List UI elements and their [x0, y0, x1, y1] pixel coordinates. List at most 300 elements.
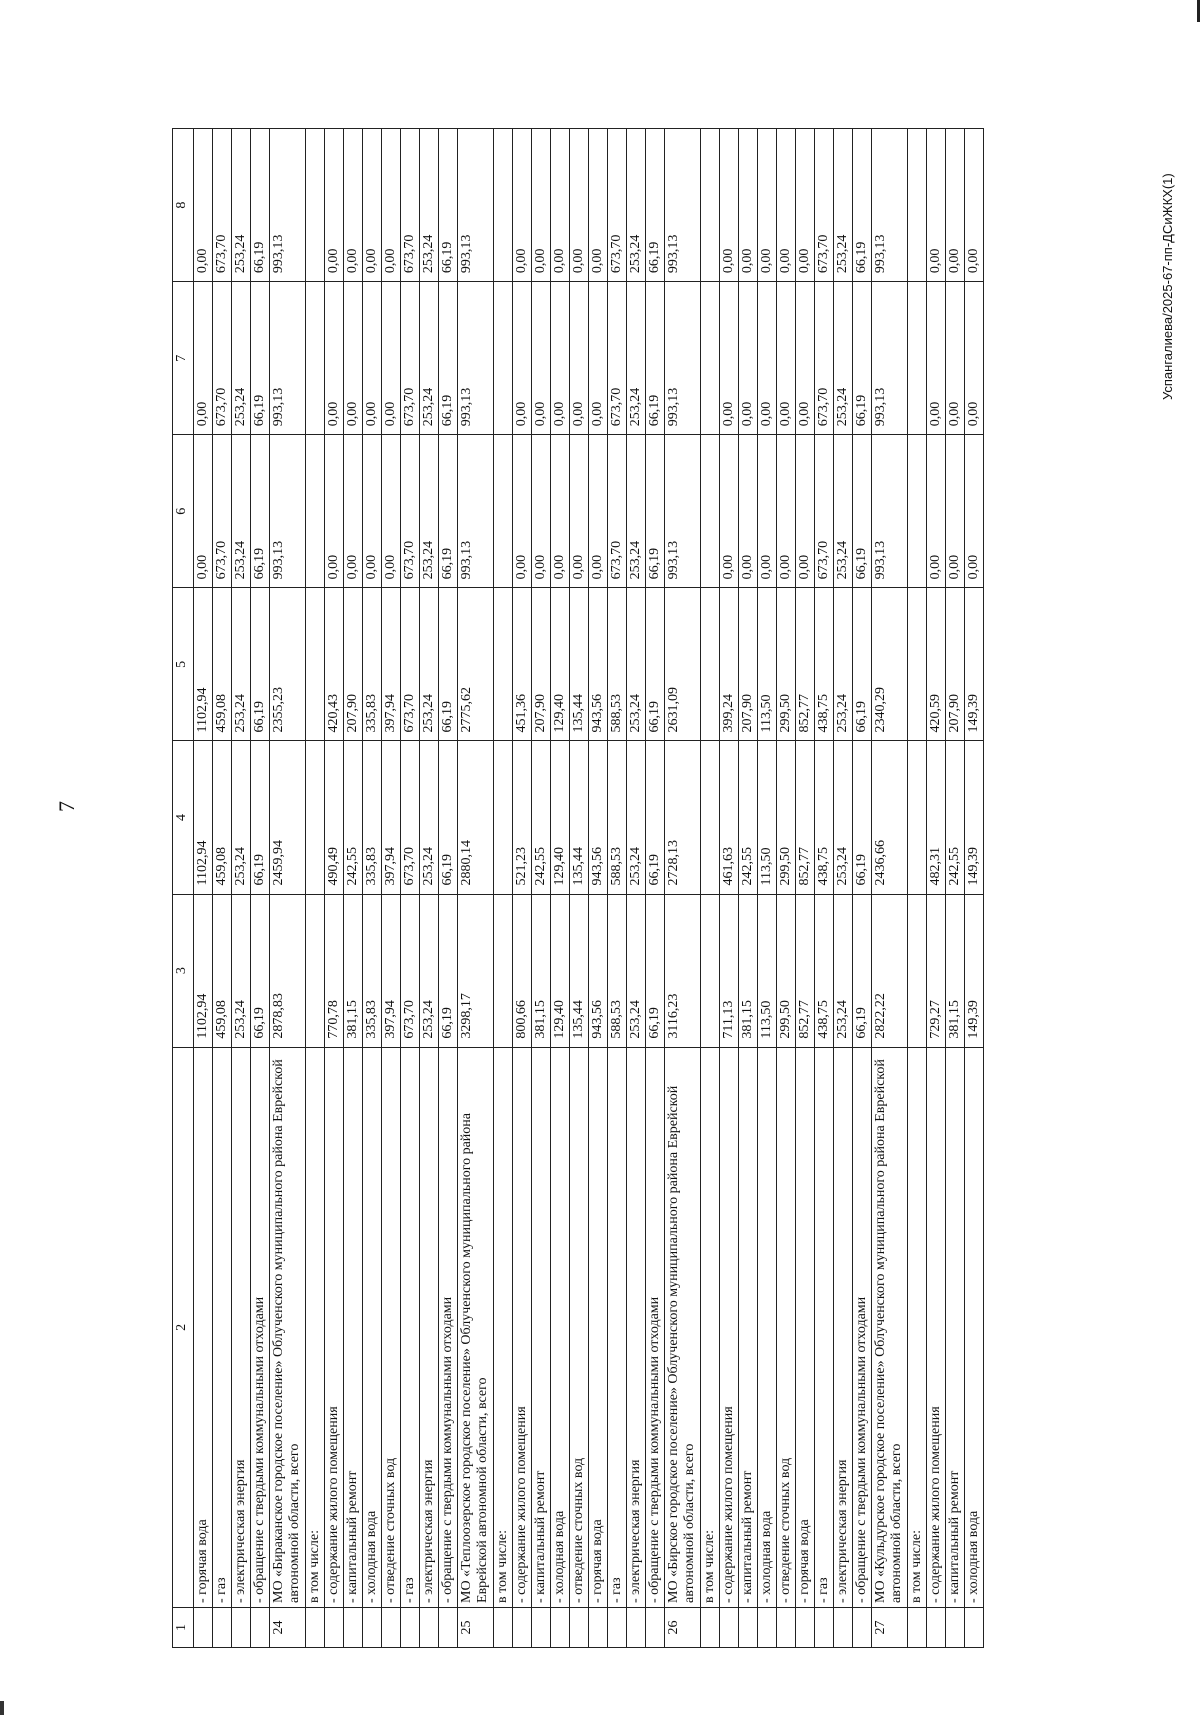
table-row	[815, 129, 834, 1648]
table-row	[589, 129, 608, 1648]
row-label-cell: в том числе:	[494, 1047, 513, 1607]
value-cell	[494, 129, 513, 282]
row-number-cell	[946, 1607, 965, 1647]
value-cell: 943,56	[589, 588, 608, 741]
value-cell: 2459,94	[270, 741, 306, 894]
value-cell: 0,00	[532, 129, 551, 282]
value-cell: 299,50	[777, 894, 796, 1047]
row-number-cell	[570, 1607, 589, 1647]
value-cell: 135,44	[570, 894, 589, 1047]
row-number-cell	[401, 1607, 420, 1647]
value-cell: 770,78	[325, 894, 344, 1047]
row-number-cell	[589, 1607, 608, 1647]
value-cell: 0,00	[758, 435, 777, 588]
table-row	[927, 129, 946, 1648]
table-row	[627, 129, 646, 1648]
value-cell	[701, 282, 720, 435]
value-cell: 0,00	[344, 129, 363, 282]
value-cell: 66,19	[439, 894, 458, 1047]
value-cell: 381,15	[344, 894, 363, 1047]
row-number-cell	[382, 1607, 401, 1647]
row-label-cell: - горячая вода	[589, 1047, 608, 1607]
table-row	[665, 129, 701, 1648]
value-cell: 673,70	[401, 282, 420, 435]
value-cell: 129,40	[551, 588, 570, 741]
value-cell: 0,00	[325, 129, 344, 282]
value-cell: 673,70	[608, 129, 627, 282]
row-number-cell	[777, 1607, 796, 1647]
table-row	[213, 129, 232, 1648]
row-label-cell: - газ	[213, 1047, 232, 1607]
table-row	[646, 129, 665, 1648]
row-number-cell	[701, 1607, 720, 1647]
row-label-cell: - обращение с твердыми коммунальными отходами	[646, 1047, 665, 1607]
value-cell: 0,00	[532, 435, 551, 588]
row-number-cell	[720, 1607, 739, 1647]
row-label-cell: - холодная вода	[965, 1047, 984, 1607]
value-cell: 0,00	[796, 129, 815, 282]
value-cell: 66,19	[439, 282, 458, 435]
value-cell: 66,19	[251, 282, 270, 435]
value-cell: 673,70	[401, 894, 420, 1047]
value-cell: 0,00	[739, 282, 758, 435]
value-cell: 0,00	[363, 282, 382, 435]
value-cell: 207,90	[739, 588, 758, 741]
row-label-cell: - обращение с твердыми коммунальными отходами	[439, 1047, 458, 1607]
value-cell: 0,00	[513, 282, 532, 435]
table-row	[306, 129, 325, 1648]
value-cell	[908, 741, 927, 894]
table-row	[739, 129, 758, 1648]
row-label-cell: - отведение сточных вод	[570, 1047, 589, 1607]
table-row	[872, 129, 908, 1648]
table-row	[551, 129, 570, 1648]
value-cell: 420,59	[927, 588, 946, 741]
table-row	[758, 129, 777, 1648]
value-cell	[494, 741, 513, 894]
value-cell: 242,55	[532, 741, 551, 894]
value-cell: 66,19	[251, 435, 270, 588]
table-row	[965, 129, 984, 1648]
value-cell: 149,39	[965, 741, 984, 894]
value-cell: 129,40	[551, 741, 570, 894]
value-cell: 0,00	[927, 282, 946, 435]
value-cell: 253,24	[232, 741, 251, 894]
row-label-cell: в том числе:	[701, 1047, 720, 1607]
row-label-cell: - обращение с твердыми коммунальными отходами	[251, 1047, 270, 1607]
value-cell: 381,15	[739, 894, 758, 1047]
value-cell: 207,90	[532, 588, 551, 741]
row-number-cell	[439, 1607, 458, 1647]
row-label-cell: - холодная вода	[551, 1047, 570, 1607]
table-row	[570, 129, 589, 1648]
table-row	[194, 129, 213, 1648]
value-cell: 438,75	[815, 894, 834, 1047]
value-cell: 242,55	[946, 741, 965, 894]
value-cell: 673,70	[815, 435, 834, 588]
value-cell	[908, 894, 927, 1047]
value-cell: 993,13	[665, 282, 701, 435]
value-cell: 0,00	[927, 129, 946, 282]
value-cell	[306, 741, 325, 894]
table-row	[796, 129, 815, 1648]
value-cell: 993,13	[872, 282, 908, 435]
value-cell: 0,00	[946, 435, 965, 588]
value-cell	[494, 435, 513, 588]
row-number-cell: 27	[872, 1607, 908, 1647]
value-cell	[306, 435, 325, 588]
row-number-cell	[965, 1607, 984, 1647]
value-cell: 943,56	[589, 894, 608, 1047]
value-cell: 0,00	[758, 129, 777, 282]
value-cell: 253,24	[420, 282, 439, 435]
value-cell: 253,24	[420, 588, 439, 741]
value-cell: 66,19	[646, 741, 665, 894]
row-number-cell	[532, 1607, 551, 1647]
value-cell: 0,00	[946, 282, 965, 435]
value-cell: 253,24	[627, 435, 646, 588]
row-number-cell	[646, 1607, 665, 1647]
value-cell	[908, 435, 927, 588]
value-cell: 1102,94	[194, 894, 213, 1047]
value-cell: 2775,62	[458, 588, 494, 741]
header-row	[173, 129, 194, 1648]
row-label-cell: - электрическая энергия	[420, 1047, 439, 1607]
row-label-cell: - горячая вода	[796, 1047, 815, 1607]
value-cell: 2822,22	[872, 894, 908, 1047]
row-number-cell	[758, 1607, 777, 1647]
value-cell: 66,19	[646, 129, 665, 282]
row-number-cell: 24	[270, 1607, 306, 1647]
value-cell: 588,53	[608, 588, 627, 741]
row-label-cell: - электрическая энергия	[232, 1047, 251, 1607]
value-cell: 0,00	[325, 282, 344, 435]
value-cell: 113,50	[758, 588, 777, 741]
value-cell: 993,13	[872, 435, 908, 588]
value-cell: 0,00	[344, 435, 363, 588]
value-cell: 397,94	[382, 741, 401, 894]
value-cell: 0,00	[194, 435, 213, 588]
row-label-cell: - отведение сточных вод	[777, 1047, 796, 1607]
row-number-cell	[908, 1607, 927, 1647]
row-number-cell	[363, 1607, 382, 1647]
row-label-cell: МО «Бираканское городское поселение» Облученского муниципального района Еврейской автономной области, всего	[270, 1047, 306, 1607]
table-row	[720, 129, 739, 1648]
document-footer-code: Успангалиева/2025-67-пп-ДСиЖКХ(1)	[1160, 173, 1175, 400]
row-number-cell	[796, 1607, 815, 1647]
value-cell	[908, 129, 927, 282]
row-label-cell: - капитальный ремонт	[739, 1047, 758, 1607]
tariff-table-container	[172, 128, 1072, 1648]
value-cell: 253,24	[627, 129, 646, 282]
value-cell: 482,31	[927, 741, 946, 894]
row-number-cell	[420, 1607, 439, 1647]
value-cell: 459,08	[213, 741, 232, 894]
row-number-cell	[325, 1607, 344, 1647]
row-label-cell: - отведение сточных вод	[382, 1047, 401, 1607]
value-cell: 66,19	[646, 894, 665, 1047]
value-cell: 113,50	[758, 741, 777, 894]
value-cell: 673,70	[401, 588, 420, 741]
value-cell: 0,00	[570, 129, 589, 282]
value-cell: 0,00	[194, 129, 213, 282]
value-cell: 66,19	[439, 588, 458, 741]
row-label-cell: - обращение с твердыми коммунальными отходами	[853, 1047, 872, 1607]
tariff-table	[172, 128, 984, 1648]
value-cell: 66,19	[853, 588, 872, 741]
value-cell: 673,70	[608, 282, 627, 435]
row-number-cell	[513, 1607, 532, 1647]
value-cell: 711,13	[720, 894, 739, 1047]
value-cell: 3298,17	[458, 894, 494, 1047]
value-cell: 66,19	[251, 129, 270, 282]
value-cell: 1102,94	[194, 741, 213, 894]
value-cell	[306, 282, 325, 435]
value-cell: 0,00	[965, 282, 984, 435]
value-cell: 149,39	[965, 894, 984, 1047]
row-label-cell: в том числе:	[908, 1047, 927, 1607]
value-cell: 66,19	[646, 435, 665, 588]
value-cell: 673,70	[401, 129, 420, 282]
value-cell: 0,00	[363, 435, 382, 588]
table-row	[494, 129, 513, 1648]
row-label-cell: - содержание жилого помещения	[325, 1047, 344, 1607]
value-cell: 253,24	[232, 435, 251, 588]
value-cell: 0,00	[382, 129, 401, 282]
value-cell: 66,19	[439, 129, 458, 282]
table-row	[251, 129, 270, 1648]
table-row	[946, 129, 965, 1648]
value-cell: 943,56	[589, 741, 608, 894]
value-cell: 2631,09	[665, 588, 701, 741]
value-cell: 253,24	[627, 741, 646, 894]
value-cell: 0,00	[777, 435, 796, 588]
value-cell: 673,70	[815, 129, 834, 282]
value-cell: 521,23	[513, 741, 532, 894]
row-number-cell	[608, 1607, 627, 1647]
value-cell: 490,49	[325, 741, 344, 894]
value-cell: 0,00	[739, 435, 758, 588]
value-cell: 0,00	[344, 282, 363, 435]
table-row	[232, 129, 251, 1648]
table-row	[420, 129, 439, 1648]
value-cell: 381,15	[946, 894, 965, 1047]
value-cell: 135,44	[570, 741, 589, 894]
table-row	[513, 129, 532, 1648]
value-cell: 299,50	[777, 588, 796, 741]
value-cell: 2878,83	[270, 894, 306, 1047]
value-cell: 0,00	[720, 435, 739, 588]
value-cell: 242,55	[344, 741, 363, 894]
value-cell	[908, 588, 927, 741]
value-cell: 0,00	[589, 282, 608, 435]
header-cell: 8	[173, 129, 194, 282]
page-number: 7	[54, 801, 79, 812]
header-cell: 4	[173, 741, 194, 894]
value-cell: 253,24	[232, 282, 251, 435]
value-cell	[701, 894, 720, 1047]
value-cell: 253,24	[420, 894, 439, 1047]
value-cell: 588,53	[608, 741, 627, 894]
value-cell: 2880,14	[458, 741, 494, 894]
value-cell: 66,19	[853, 129, 872, 282]
value-cell: 253,24	[420, 435, 439, 588]
value-cell: 852,77	[796, 894, 815, 1047]
value-cell: 0,00	[946, 129, 965, 282]
row-label-cell: - электрическая энергия	[834, 1047, 853, 1607]
row-label-cell: - электрическая энергия	[627, 1047, 646, 1607]
value-cell: 438,75	[815, 741, 834, 894]
value-cell: 0,00	[570, 435, 589, 588]
table-row	[270, 129, 306, 1648]
value-cell: 253,24	[834, 741, 853, 894]
value-cell: 0,00	[758, 282, 777, 435]
value-cell: 129,40	[551, 894, 570, 1047]
value-cell: 253,24	[627, 894, 646, 1047]
value-cell: 0,00	[532, 282, 551, 435]
value-cell: 993,13	[665, 129, 701, 282]
table-row	[777, 129, 796, 1648]
table-row	[608, 129, 627, 1648]
row-label-cell: - капитальный ремонт	[344, 1047, 363, 1607]
value-cell: 420,43	[325, 588, 344, 741]
value-cell: 149,39	[965, 588, 984, 741]
value-cell: 0,00	[363, 129, 382, 282]
value-cell: 253,24	[834, 435, 853, 588]
value-cell: 253,24	[232, 894, 251, 1047]
row-number-cell	[834, 1607, 853, 1647]
row-label-cell: - содержание жилого помещения	[720, 1047, 739, 1607]
value-cell: 993,13	[458, 282, 494, 435]
value-cell: 673,70	[608, 435, 627, 588]
value-cell: 0,00	[551, 282, 570, 435]
row-number-cell	[251, 1607, 270, 1647]
value-cell: 66,19	[853, 741, 872, 894]
value-cell: 207,90	[344, 588, 363, 741]
value-cell: 66,19	[853, 282, 872, 435]
value-cell: 673,70	[213, 129, 232, 282]
table-row	[908, 129, 927, 1648]
value-cell: 335,83	[363, 741, 382, 894]
value-cell: 993,13	[270, 435, 306, 588]
value-cell: 0,00	[382, 435, 401, 588]
value-cell: 113,50	[758, 894, 777, 1047]
row-label-cell: - содержание жилого помещения	[927, 1047, 946, 1607]
value-cell: 397,94	[382, 588, 401, 741]
value-cell: 0,00	[777, 129, 796, 282]
value-cell: 0,00	[513, 435, 532, 588]
row-number-cell	[927, 1607, 946, 1647]
value-cell: 242,55	[739, 741, 758, 894]
row-label-cell: - газ	[401, 1047, 420, 1607]
value-cell: 673,70	[815, 282, 834, 435]
table-row	[834, 129, 853, 1648]
header-cell: 1	[173, 1607, 194, 1647]
value-cell: 66,19	[251, 588, 270, 741]
row-label-cell: в том числе:	[306, 1047, 325, 1607]
value-cell: 0,00	[513, 129, 532, 282]
value-cell: 993,13	[665, 435, 701, 588]
value-cell: 253,24	[420, 129, 439, 282]
value-cell: 0,00	[965, 435, 984, 588]
value-cell	[701, 741, 720, 894]
table-body	[194, 129, 984, 1648]
value-cell: 0,00	[551, 435, 570, 588]
value-cell: 0,00	[720, 282, 739, 435]
value-cell: 335,83	[363, 588, 382, 741]
value-cell	[306, 588, 325, 741]
value-cell	[494, 894, 513, 1047]
value-cell: 0,00	[796, 435, 815, 588]
value-cell: 993,13	[458, 435, 494, 588]
value-cell	[494, 588, 513, 741]
row-label-cell: - содержание жилого помещения	[513, 1047, 532, 1607]
value-cell: 0,00	[720, 129, 739, 282]
value-cell: 461,63	[720, 741, 739, 894]
value-cell: 0,00	[382, 282, 401, 435]
value-cell: 3116,23	[665, 894, 701, 1047]
value-cell: 253,24	[232, 588, 251, 741]
value-cell: 0,00	[551, 129, 570, 282]
table-row	[532, 129, 551, 1648]
row-label-cell: - холодная вода	[758, 1047, 777, 1607]
scan-edge-mark-bottom	[0, 1701, 4, 1715]
value-cell: 66,19	[853, 435, 872, 588]
table-row	[325, 129, 344, 1648]
row-label-cell: - газ	[608, 1047, 627, 1607]
row-label-cell: - капитальный ремонт	[532, 1047, 551, 1607]
value-cell: 673,70	[213, 282, 232, 435]
row-number-cell	[815, 1607, 834, 1647]
value-cell: 459,08	[213, 894, 232, 1047]
value-cell: 253,24	[627, 282, 646, 435]
table-row	[439, 129, 458, 1648]
value-cell: 0,00	[777, 282, 796, 435]
value-cell	[306, 894, 325, 1047]
value-cell: 0,00	[965, 129, 984, 282]
value-cell: 0,00	[570, 282, 589, 435]
value-cell: 207,90	[946, 588, 965, 741]
header-cell: 6	[173, 435, 194, 588]
value-cell: 0,00	[194, 282, 213, 435]
value-cell: 2436,66	[872, 741, 908, 894]
value-cell: 438,75	[815, 588, 834, 741]
row-label-cell: МО «Теплоозерское городское поселение» Облученского муниципального района Еврейской автономной области, всего	[458, 1047, 494, 1607]
value-cell: 673,70	[401, 435, 420, 588]
value-cell: 0,00	[325, 435, 344, 588]
value-cell: 993,13	[458, 129, 494, 282]
value-cell: 253,24	[834, 588, 853, 741]
row-number-cell	[551, 1607, 570, 1647]
row-number-cell	[494, 1607, 513, 1647]
row-number-cell	[627, 1607, 646, 1647]
value-cell: 135,44	[570, 588, 589, 741]
row-label-cell: - капитальный ремонт	[946, 1047, 965, 1607]
value-cell: 800,66	[513, 894, 532, 1047]
value-cell: 253,24	[834, 894, 853, 1047]
row-number-cell	[306, 1607, 325, 1647]
value-cell: 2728,13	[665, 741, 701, 894]
row-number-cell	[213, 1607, 232, 1647]
value-cell: 852,77	[796, 741, 815, 894]
row-number-cell	[344, 1607, 363, 1647]
value-cell: 66,19	[646, 282, 665, 435]
value-cell	[494, 282, 513, 435]
value-cell: 66,19	[646, 588, 665, 741]
row-label-cell: МО «Кульдурское городское поселение» Облученского муниципального района Еврейской автономной области, всего	[872, 1047, 908, 1607]
value-cell: 66,19	[251, 741, 270, 894]
value-cell: 0,00	[927, 435, 946, 588]
